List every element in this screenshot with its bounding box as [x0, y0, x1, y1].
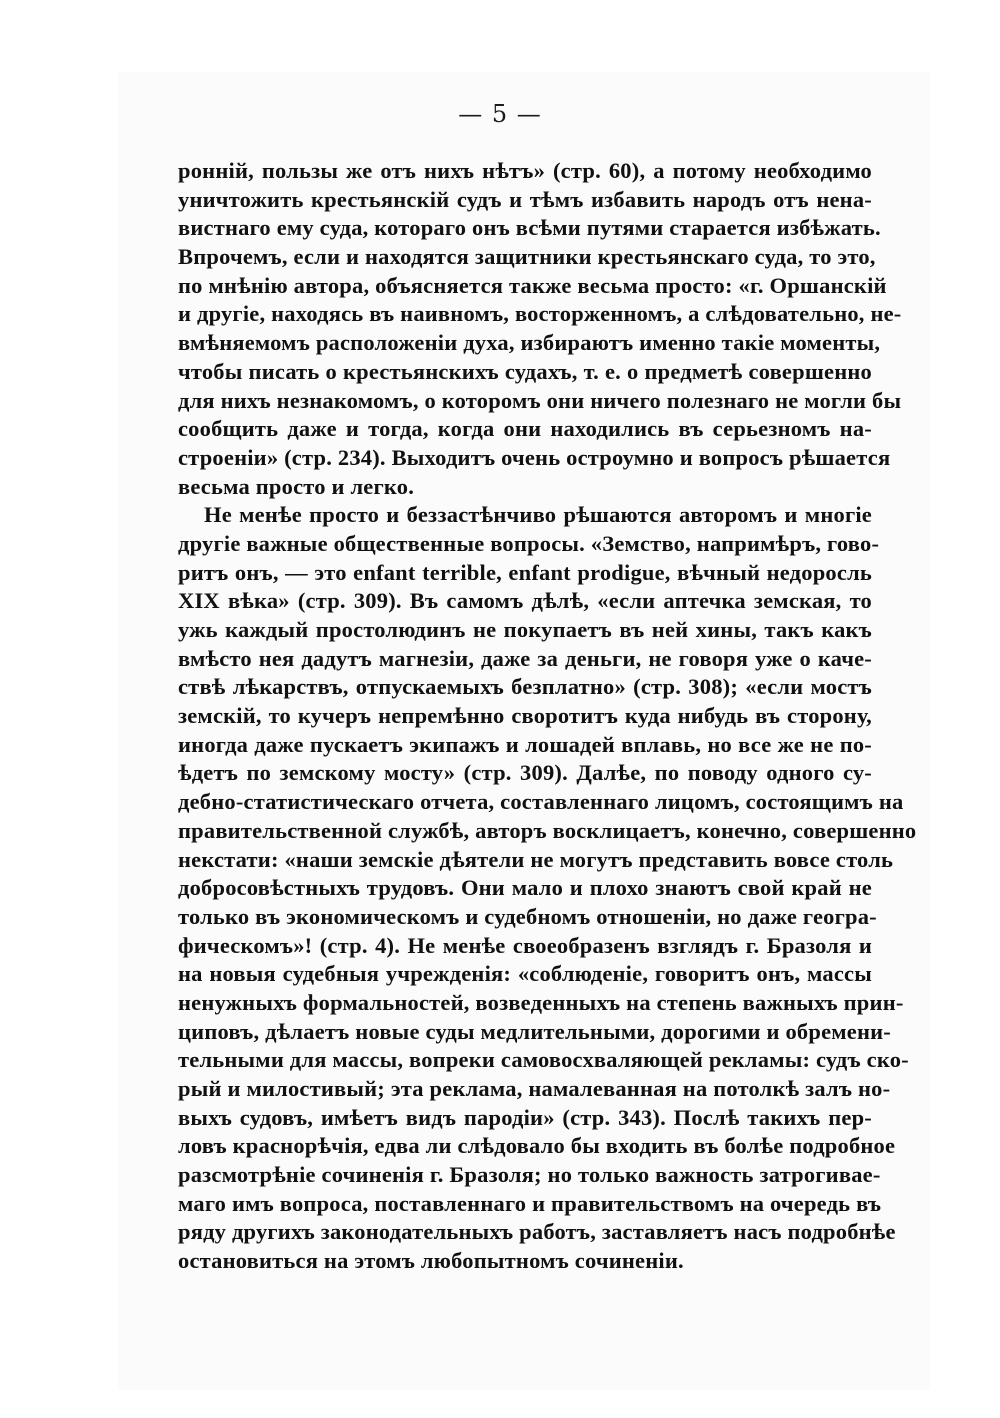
text-line: маго имъ вопроса, поставленнаго и правительствомъ на очередь въ — [178, 1190, 882, 1216]
text-line: ужь каждый простолюдинъ не покупаетъ въ ней хины, такъ какъ — [178, 617, 872, 642]
paragraph-start-line: Не менѣе просто и беззастѣнчиво рѣшаются авторомъ и многіе — [204, 502, 872, 528]
text-line: разсмотрѣніе сочиненія г. Бразоля; но только важность затрогивае- — [178, 1162, 881, 1188]
text-line: ритъ онъ, — это enfant terrible, enfant prodigue, вѣчный недоросль — [178, 559, 872, 585]
text-line: на новыя судебныя учрежденія: «соблюденіе, говоритъ онъ, массы — [178, 961, 872, 987]
text-line: иногда даже пускаетъ экипажъ и лошадей вплавь, но все же не по- — [178, 731, 872, 757]
text-line: вмѣсто нея дадутъ магнезіи, даже за деньги, не говоря уже о каче- — [178, 645, 872, 671]
text-line: уничтожить крестьянскій судъ и тѣмъ избавить народъ отъ нена- — [178, 186, 872, 212]
text-line: ловъ краснорѣчія, едва ли слѣдовало бы входить въ болѣе подробное — [178, 1133, 896, 1159]
text-line: вмѣняемомъ расположеніи духа, избираютъ именно такіе моменты, — [178, 330, 881, 356]
text-line: рый и милостивый; эта реклама, намалеванная на потолкѣ залъ но- — [178, 1076, 891, 1101]
text-line: и другіе, находясь въ наивномъ, восторженномъ, а слѣдовательно, не- — [178, 301, 902, 327]
text-line: некстати: «наши земскіе дѣятели не могутъ представить вовсе столь — [178, 846, 894, 872]
text-line: ствѣ лѣкарствъ, отпускаемыхъ безплатно» (стр. 308); «если мостъ — [178, 674, 872, 700]
text-line: ѣдетъ по земскому мосту» (стр. 309). Далѣе, по поводу одного су- — [178, 760, 872, 786]
text-line: ряду другихъ законодательныхъ работъ, заставляетъ насъ подробнѣе — [178, 1219, 896, 1245]
text-line: по мнѣнію автора, объясняется также весьма просто: «г. Оршанскій — [178, 272, 887, 298]
page-number: — 5 — — [458, 100, 542, 128]
paragraph-end-line: остановиться на этомъ любопытномъ сочиненіи. — [178, 1248, 684, 1274]
text-line: фическомъ»! (стр. 4). Не менѣе своеобразенъ взглядъ г. Бразоля и — [178, 932, 872, 958]
text-line: дебно-статистическаго отчета, составленнаго лицомъ, состоящимъ на — [178, 789, 904, 815]
text-line: сообщить даже и тогда, когда они находились въ серьезномъ на- — [178, 416, 872, 442]
text-line: тельными для массы, вопреки самовосхваляющей рекламы: судъ ско- — [178, 1047, 909, 1073]
text-line: земскій, то кучеръ непремѣнно своротитъ куда нибудь въ сторону, — [178, 703, 872, 729]
text-line: только въ экономическомъ и судебномъ отношеніи, но даже геогра- — [178, 903, 877, 929]
text-line: добросовѣстныхъ трудовъ. Они мало и плохо знаютъ свой край не — [178, 875, 872, 901]
text-line: вистнаго ему суда, котораго онъ всѣми путями старается избѣжать. — [178, 215, 881, 241]
text-line: для нихъ незнакомомъ, о которомъ они ничего полезнаго не могли бы — [178, 387, 902, 413]
body-text — [178, 157, 917, 1276]
text-line: выхъ судовъ, имѣетъ видъ пародіи» (стр. 343). Послѣ такихъ пер- — [178, 1104, 872, 1130]
text-line: ненужныхъ формальностей, возведенныхъ на степень важныхъ прин- — [178, 989, 904, 1015]
text-line: Впрочемъ, если и находятся защитники крестьянскаго суда, то это, — [178, 244, 876, 270]
text-line: правительственной службѣ, авторъ восклицаетъ, конечно, совершенно — [178, 817, 917, 843]
text-line: чтобы писать о крестьянскихъ судахъ, т. е. о предметѣ совершенно — [178, 358, 872, 384]
text-line: строеніи» (стр. 234). Выходитъ очень остроумно и вопросъ рѣшается — [178, 444, 891, 470]
text-line: XIX вѣка» (стр. 309). Въ самомъ дѣлѣ, «если аптечка земская, то — [178, 588, 872, 614]
text-line: циповъ, дѣлаетъ новые суды медлительными, дорогими и обремени- — [178, 1018, 891, 1044]
text-line: другіе важные общественные вопросы. «Земство, напримѣръ, гово- — [178, 530, 880, 556]
text-line: ронній, пользы же отъ нихъ нѣтъ» (стр. 60), а потому необходимо — [178, 158, 872, 183]
paragraph-end-line: весьма просто и легко. — [178, 473, 415, 499]
